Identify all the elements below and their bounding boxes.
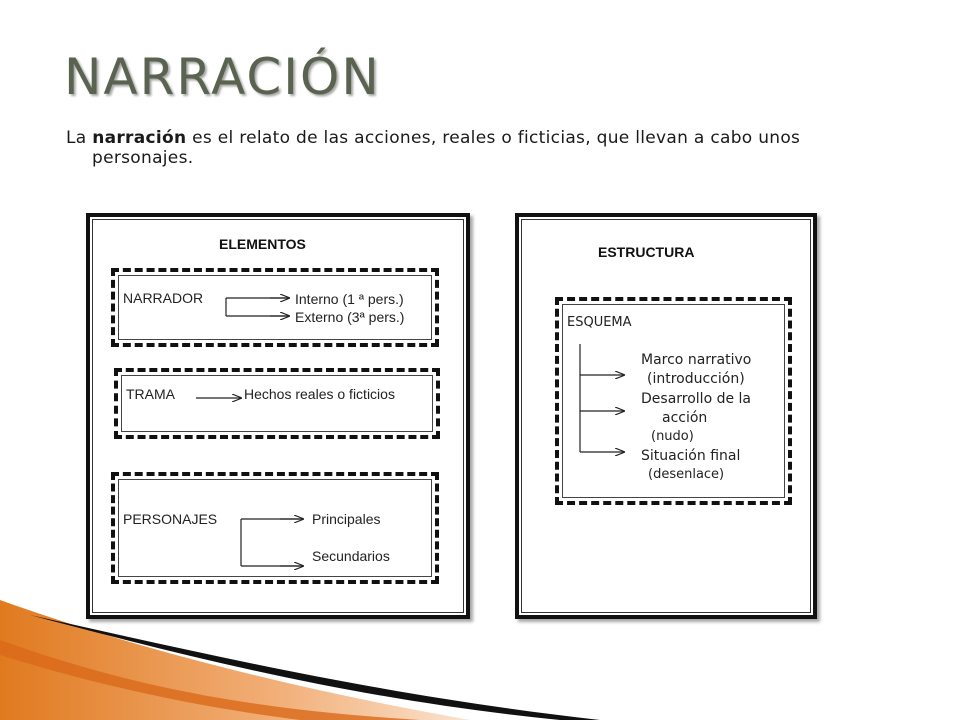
narrador-option-interno: Interno (1 ª pers.) bbox=[295, 291, 404, 307]
esquema-item-situacion-line1: Situación final bbox=[641, 448, 741, 464]
esquema-item-desarrollo-line3: (nudo) bbox=[651, 429, 694, 444]
personajes-label: PERSONAJES bbox=[123, 511, 218, 527]
trama-value: Hechos reales o ficticios bbox=[244, 386, 395, 402]
esquema-item-situacion-line2: (desenlace) bbox=[648, 467, 725, 482]
elementos-header: ELEMENTOS bbox=[219, 236, 306, 252]
personajes-option-secundarios: Secundarios bbox=[312, 548, 390, 564]
esquema-label: ESQUEMA bbox=[567, 315, 632, 330]
trama-label: TRAMA bbox=[126, 386, 175, 402]
narrador-label: NARRADOR bbox=[123, 290, 204, 306]
esquema-item-desarrollo-line2: acción bbox=[662, 410, 708, 426]
narrador-option-externo: Externo (3ª pers.) bbox=[295, 309, 405, 325]
estructura-header: ESTRUCTURA bbox=[598, 244, 695, 260]
intro-line1-rest: es el relato de las acciones, reales o ficticias, que llevan a cabo unos bbox=[186, 128, 801, 148]
esquema-item-desarrollo-line1: Desarrollo de la bbox=[641, 391, 752, 407]
esquema-item-marco-line2: (introducción) bbox=[647, 371, 745, 387]
intro-keyword: narración bbox=[92, 128, 187, 148]
personajes-option-principales: Principales bbox=[312, 511, 381, 527]
intro-line2: personajes. bbox=[92, 148, 194, 168]
intro-prefix: La bbox=[66, 128, 93, 148]
page-title: NARRACIÓN bbox=[64, 48, 381, 106]
esquema-item-marco-line1: Marco narrativo bbox=[641, 352, 752, 368]
